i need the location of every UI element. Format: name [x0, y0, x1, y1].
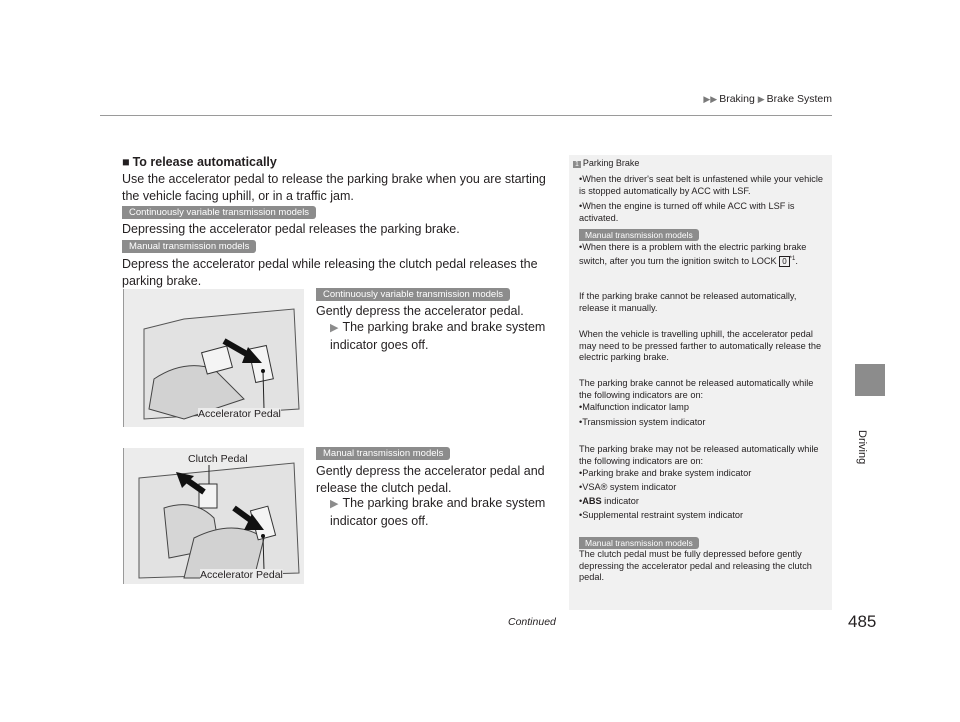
note-list-5: •ABS indicator — [579, 496, 639, 506]
note-bullet-2-text: When the engine is turned off while ACC with LSF is activated. — [579, 201, 795, 223]
note-bullet-2: •When the engine is turned off while ACC with LSF is activated. — [579, 201, 795, 223]
note-list-3: •Parking brake and brake system indicator — [579, 468, 752, 478]
note-title-text: Parking Brake — [582, 158, 640, 168]
accelerator-pedal-illustration — [123, 289, 304, 427]
breadcrumb-braking[interactable]: Braking — [719, 93, 755, 105]
cvt-block-tag: Continuously variable transmission models — [316, 288, 510, 301]
square-bullet-icon: ■ — [122, 155, 130, 169]
cvt-result — [330, 319, 550, 354]
accelerator-pedal-caption: Accelerator Pedal — [200, 569, 283, 581]
cvt-step: Gently depress the accelerator pedal. — [316, 304, 524, 318]
note-bullet-3: •When there is a problem with the electric parking brake switch, after you turn the ignition switch to LOCK 0 $^{*1}$. — [579, 242, 807, 266]
note-bullet-1-text: When the driver's seat belt is unfastened while your vehicle is stopped automatically by ACC with LSF. — [579, 174, 823, 196]
intro-text: Use the accelerator pedal to release the parking brake when you are starting the vehicle facing uphill, or in a traffic jam. — [122, 172, 546, 203]
note-list-1: •Malfunction indicator lamp — [579, 402, 689, 412]
cvt-result-text: The parking brake and brake system indicator goes off. — [330, 320, 546, 352]
breadcrumb-brake-system[interactable]: Brake System — [766, 93, 832, 105]
mt-text: Depress the accelerator pedal while releasing the clutch pedal releases the parking brake. — [122, 257, 538, 288]
note-list-2: •Transmission system indicator — [579, 417, 706, 427]
note-bullet-1: •When the driver's seat belt is unfastened while your vehicle is stopped automatically by ACC with LSF. — [579, 174, 823, 196]
clutch-pedal-caption: Clutch Pedal — [188, 453, 248, 465]
chapter-label: Driving — [856, 430, 868, 465]
note-list-2-text: Transmission system indicator — [582, 417, 706, 427]
note-list-1-text: Malfunction indicator lamp — [582, 402, 689, 412]
note-para-1: If the parking brake cannot be released automatically, release it manually. — [579, 291, 797, 313]
abs-label: ABS — [582, 496, 602, 506]
result-arrow-icon: ▶ — [330, 322, 339, 334]
page-number: 485 — [848, 612, 877, 631]
footnote-ref: *1 — [789, 255, 796, 262]
accelerator-pedal-caption: Accelerator Pedal — [198, 408, 281, 420]
note-mt-tag-1: Manual transmission models — [579, 229, 699, 241]
note-list-6: •Supplemental restraint system indicator — [579, 510, 744, 520]
note-list-4-text: VSA® system indicator — [582, 482, 677, 492]
note-bullet-3-end: . — [795, 255, 798, 266]
mt-block-tag: Manual transmission models — [316, 447, 450, 460]
clutch-accelerator-illustration — [123, 448, 304, 584]
section-heading — [122, 155, 277, 169]
mt-result — [330, 495, 550, 530]
pedal-drawing-icon — [124, 289, 304, 427]
cvt-tag: Continuously variable transmission models — [122, 206, 316, 219]
mt-result-text: The parking brake and brake system indicator goes off. — [330, 496, 546, 528]
note-para-4: The parking brake may not be released automatically while the following indicators are on: — [579, 444, 819, 466]
mt-step: Gently depress the accelerator pedal and release the clutch pedal. — [316, 464, 545, 495]
mt-tag: Manual transmission models — [122, 240, 256, 253]
lock-key-icon: 0 — [779, 256, 789, 267]
continued-label: Continued — [508, 616, 556, 628]
note-list-3-text: Parking brake and brake system indicator — [582, 468, 752, 478]
note-para-3: The parking brake cannot be released automatically while the following indicators are on: — [579, 378, 814, 400]
note-list-5-text: indicator — [601, 496, 639, 506]
breadcrumb-arrow-icon: ▶ — [757, 94, 765, 104]
breadcrumb-arrow-icon: ▶▶ — [703, 94, 718, 104]
note-title — [573, 158, 639, 168]
breadcrumb — [703, 93, 832, 105]
note-para-5: The clutch pedal must be fully depressed before gently depressing the accelerator pedal and releasing the clutch pedal. — [579, 549, 812, 582]
note-list-6-text: Supplemental restraint system indicator — [582, 510, 744, 520]
section-heading-text: To release automatically — [132, 155, 277, 169]
cvt-text: Depressing the accelerator pedal releases the parking brake. — [122, 222, 460, 236]
note-number: 1 — [575, 161, 579, 168]
pedal-drawing-icon — [124, 448, 304, 584]
note-para-2: When the vehicle is travelling uphill, the accelerator pedal may need to be pressed farther to automatically release the electric parking brake. — [579, 329, 822, 362]
header-divider — [100, 115, 832, 116]
note-bullet-3-text: When there is a problem with the electric parking brake switch, after you turn the ignition switch to LOCK — [579, 242, 807, 266]
note-list-4: •VSA® system indicator — [579, 482, 677, 492]
note-mt-tag-2: Manual transmission models — [579, 537, 699, 549]
chapter-tab — [855, 364, 885, 396]
result-arrow-icon: ▶ — [330, 498, 339, 510]
